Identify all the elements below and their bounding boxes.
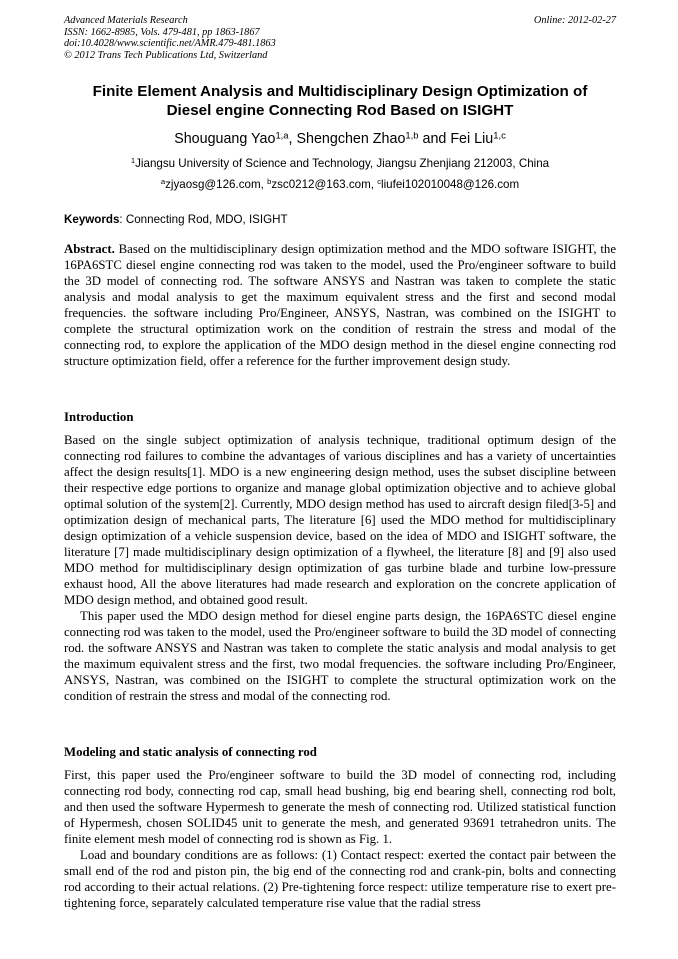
journal-header: [64, 15, 616, 61]
title-line-2: Diesel engine Connecting Rod Based on ISIGHT: [166, 102, 514, 119]
author-2-sup: 1,b: [405, 129, 419, 141]
email-list: [64, 178, 616, 192]
email-c: liufei102010048@126.com: [381, 178, 520, 191]
journal-name: Advanced Materials Research: [64, 15, 188, 26]
email-a: zjyaosg@126.com,: [165, 178, 268, 191]
email-b: zsc0212@163.com,: [271, 178, 378, 191]
doi-line: doi:10.4028/www.scientific.net/AMR.479-481.1863: [64, 38, 276, 50]
abstract-label: Abstract.: [64, 242, 115, 256]
copyright-line: © 2012 Trans Tech Publications Ltd, Switzerland: [64, 49, 268, 61]
affiliation: [64, 157, 616, 171]
keywords-text: : Connecting Rod, MDO, ISIGHT: [119, 213, 288, 226]
email-b-sup: b: [267, 177, 272, 187]
email-c-sup: c: [377, 177, 382, 187]
modeling-heading: Modeling and static analysis of connecting rod: [64, 745, 317, 759]
introduction-heading: Introduction: [64, 410, 134, 424]
introduction-paragraph-2: This paper used the MDO design method for diesel engine parts design, the 16PA6STC diesel engine connecting rod was taken to the model, used the Pro/engineer software to build the 3D model of connecting rod. the software ANSYS and Nastran was taken to complete the static analysis and modal analysis to get the maximum equivalent stress and the first, two modal frequencies. the software including Pro/Engineer, ANSYS, Nastran, was combined on the ISIGHT to complete the structural optimization work on the condition of restrain the stress and modal of the connecting rod.: [64, 609, 616, 703]
issn-line: ISSN: 1662-8985, Vols. 479-481, pp 1863-1867: [64, 26, 260, 38]
introduction-body: [64, 432, 616, 704]
author-3-sup: 1,c: [493, 129, 506, 141]
abstract-text: Based on the multidisciplinary design optimization method and the MDO software ISIGHT, the 16PA6STC diesel engine connecting rod was taken to the model, used the Pro/engineer software to build the 3D model of connecting rod. The software ANSYS and Nastran was taken to complete the static analysis and modal analysis to get the maximum equivalent stress and the first and second modal frequencies. the software including Pro/Engineer, ANSYS, Nastran, was combined on the ISIGHT to complete the structural optimization work on the condition of restrain the stress and modal of the connecting rod, to explore the application of the MDO design method in the diesel engine connecting rod structure optimization field, offer a reference for the further improvement design study.: [64, 242, 616, 368]
author-3: and Fei Liu: [418, 131, 494, 147]
online-date: Online: 2012-02-27: [533, 15, 616, 26]
affiliation-sup: 1: [130, 156, 136, 166]
author-1-sup: 1,a: [275, 129, 289, 141]
author-2: , Shengchen Zhao: [288, 131, 406, 147]
keywords-label: Keywords: [64, 213, 120, 226]
modeling-body: [64, 767, 616, 911]
author-1: Shouguang Yao: [174, 131, 276, 147]
email-a-sup: a: [160, 177, 166, 187]
modeling-paragraph-1: First, this paper used the Pro/engineer software to build the 3D model of connecting rod, including connecting rod body, connecting rod cap, small head bushing, big end bearing shell, connecting rod bolt, and then used the software Hypermesh to generate the mesh of connecting rod. Utilized statistical function of Hypermesh, chosen SOLID45 unit to generate the mesh, and generated 93691 tetrahedron units. The finite element mesh model of connecting rod is shown as Fig. 1.: [64, 768, 616, 846]
paper-title: [64, 82, 616, 120]
author-list: [64, 130, 616, 148]
introduction-paragraph-1: Based on the single subject optimization of analysis technique, traditional optimum design of the connecting rod failures to combine the advantages of various disciplines and has a variety of uncertainties affect the design results[1]. MDO is a new engineering design method, uses the subset discipline between their respective edge portions to organize and manage global optimization objective and to achieve global optimal solution of the system[2]. Currently, MDO design method has used to aircraft design filed[3-5] and optimization design of mechanical parts, The literature [6] used the MDO method for multidisciplinary design optimization of a vehicle suspension device, based on the idea of MDO and ISIGHT software, the literature [7] made multidisciplinary design optimization of a flywheel, the literature [8] and [9] also used MDO method for multidisciplinary design optimization of gas turbine blade and turbine low-pressure exhaust hood, All the above literatures had made research and exploration on the concrete application of MDO design method, and obtained good result.: [64, 433, 616, 607]
title-line-1: Finite Element Analysis and Multidisciplinary Design Optimization of: [92, 83, 588, 100]
affiliation-text: Jiangsu University of Science and Technology, Jiangsu Zhenjiang 212003, China: [135, 157, 550, 170]
keywords: [64, 213, 616, 227]
modeling-paragraph-2: Load and boundary conditions are as follows: (1) Contact respect: exerted the contact pair between the small end of the rod and piston pin, the big end of the connecting rod and crank-pin, bolts and connecting rod according to their actual relations. (2) Pre-tightening force respect: utilize temperature rise to exert pre-tightening force, separately calculated temperature rise value that the radial stress: [64, 848, 616, 910]
abstract: [64, 241, 616, 369]
